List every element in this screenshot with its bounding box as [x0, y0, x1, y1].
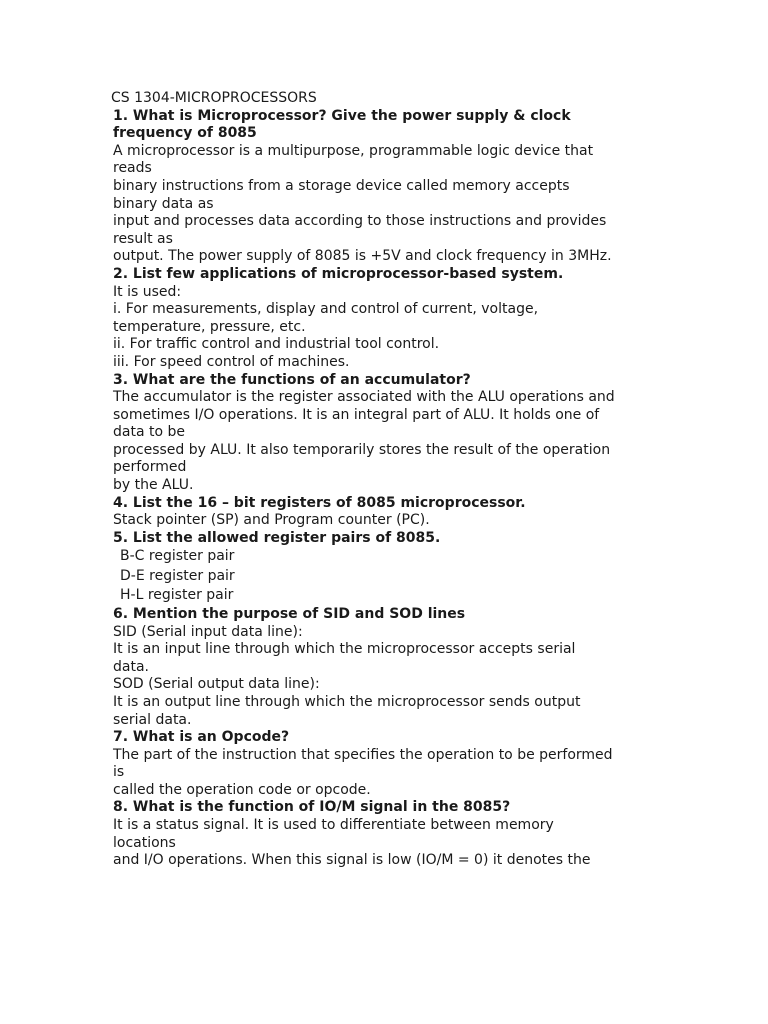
register-pair-item: H-L register pair [120, 587, 234, 604]
answer-line: by the ALU. [113, 477, 194, 494]
question-6 [113, 606, 658, 729]
answer-line: serial data. [113, 711, 192, 728]
document-page [113, 90, 658, 870]
question-8 [113, 799, 658, 869]
answer-line: SOD (Serial output data line): [113, 676, 320, 693]
answer-line: It is an output line through which the microprocessor sends output [113, 693, 581, 710]
question-5 [113, 530, 658, 606]
answer-line: It is used: [113, 283, 182, 300]
question-3 [113, 372, 658, 495]
answer-line: binary data as [113, 195, 214, 212]
answer-line: is [113, 764, 125, 781]
answer-line: Stack pointer (SP) and Program counter (PC). [113, 512, 430, 529]
question-heading: frequency of 8085 [113, 125, 257, 142]
question-heading: 8. What is the function of IO/M signal in the 8085? [113, 799, 511, 816]
answer-line: i. For measurements, display and control of current, voltage, [113, 301, 539, 318]
question-heading: 2. List few applications of microprocessor-based system. [113, 265, 564, 282]
answer-line: It is a status signal. It is used to differentiate between memory [113, 817, 554, 834]
answer-line: performed [113, 459, 187, 476]
question-heading: 6. Mention the purpose of SID and SOD lines [113, 605, 466, 622]
answer-line: binary instructions from a storage device called memory accepts [113, 177, 570, 194]
answer-line: reads [113, 160, 152, 177]
answer-line: It is an input line through which the microprocessor accepts serial [113, 641, 576, 658]
question-heading: 1. What is Microprocessor? Give the power supply & clock [113, 107, 571, 124]
answer-line: locations [113, 834, 176, 851]
answer-line: temperature, pressure, etc. [113, 318, 306, 335]
answer-line: and I/O operations. When this signal is low (IO/M = 0) it denotes the [113, 852, 591, 869]
answer-line: data to be [113, 424, 185, 441]
document-title: CS 1304-MICROPROCESSORS [111, 90, 317, 106]
answer-line: sometimes I/O operations. It is an integral part of ALU. It holds one of [113, 406, 600, 423]
answer-line: data. [113, 658, 149, 675]
question-4 [113, 495, 658, 530]
question-heading: 4. List the 16 – bit registers of 8085 microprocessor. [113, 494, 526, 511]
answer-line: output. The power supply of 8085 is +5V and clock frequency in 3MHz. [113, 248, 612, 265]
answer-line: processed by ALU. It also temporarily stores the result of the operation [113, 441, 611, 458]
register-pair-item: D-E register pair [120, 567, 235, 584]
answer-line: iii. For speed control of machines. [113, 353, 350, 370]
answer-line: The accumulator is the register associated with the ALU operations and [113, 389, 615, 406]
answer-line: SID (Serial input data line): [113, 623, 303, 640]
answer-line: ii. For traffic control and industrial tool control. [113, 336, 440, 353]
question-heading: 5. List the allowed register pairs of 8085. [113, 529, 441, 546]
answer-line: The part of the instruction that specifies the operation to be performed [113, 746, 613, 763]
register-pair-item: B-C register pair [120, 548, 235, 565]
answer-line: input and processes data according to those instructions and provides [113, 213, 607, 230]
question-1 [113, 108, 658, 266]
answer-line: called the operation code or opcode. [113, 781, 371, 798]
question-heading: 3. What are the functions of an accumulator? [113, 371, 471, 388]
answer-line: A microprocessor is a multipurpose, programmable logic device that [113, 142, 594, 159]
answer-line: result as [113, 230, 173, 247]
question-7 [113, 729, 658, 799]
question-heading: 7. What is an Opcode? [113, 729, 290, 746]
question-2 [113, 266, 658, 372]
